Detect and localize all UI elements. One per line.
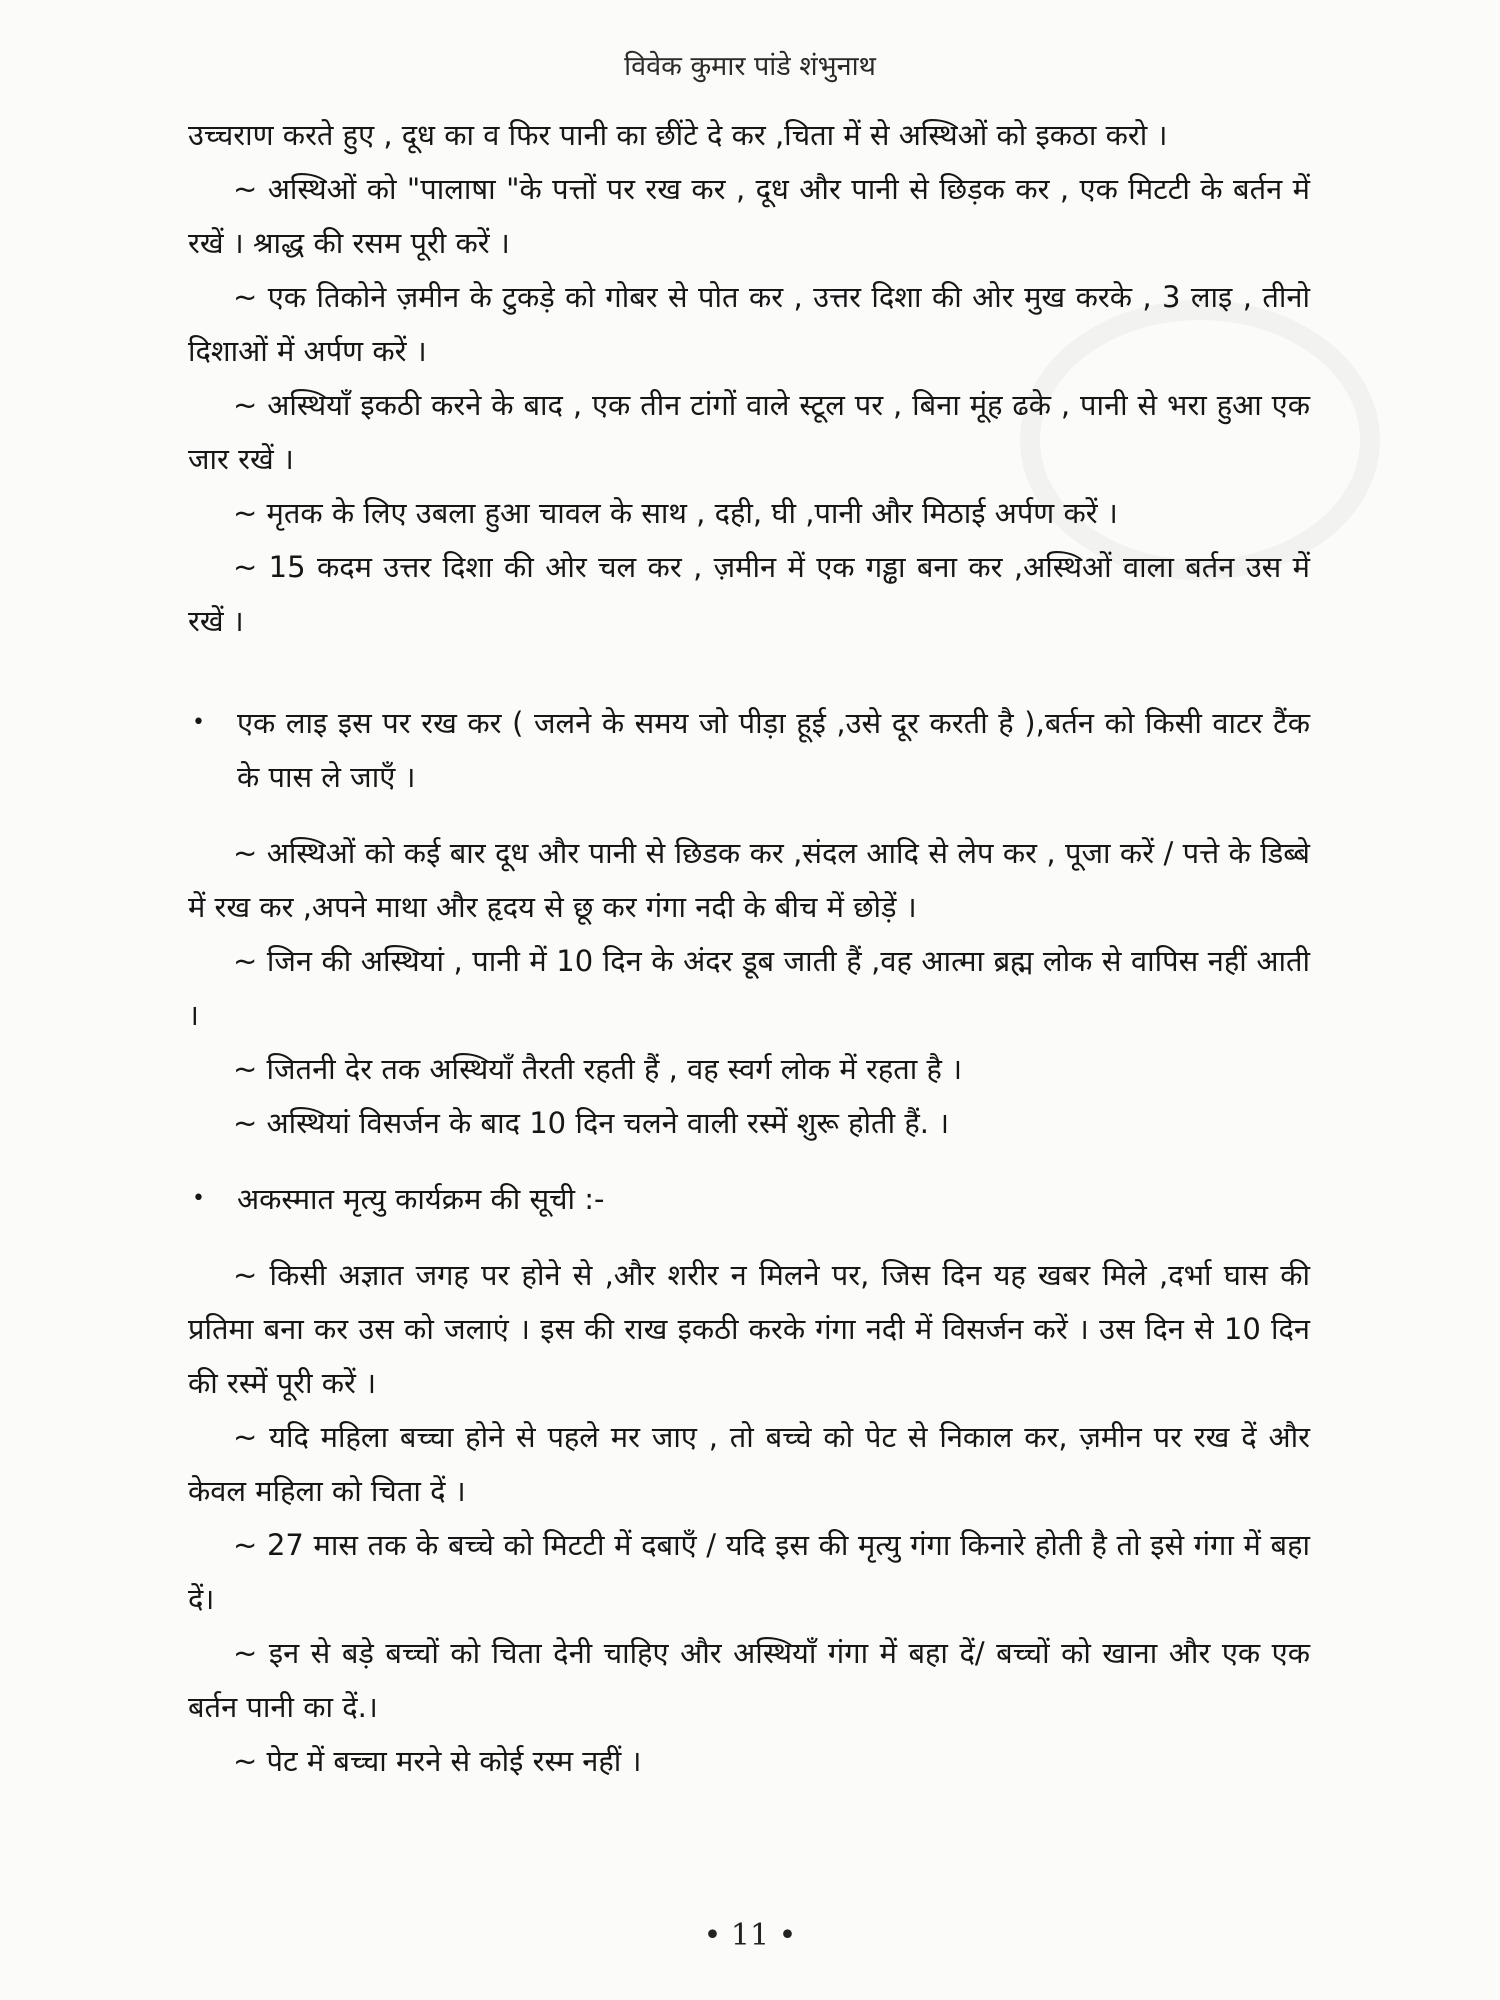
paragraph: ~ अस्थियां विसर्जन के बाद 10 दिन चलने वाली रस्में शुरू होती हैं. । [233, 1106, 950, 1140]
running-header: विवेक कुमार पांडे शंभुनाथ [624, 51, 876, 82]
body-text [188, 108, 1310, 1788]
paragraph: ~ 27 मास तक के बच्चे को मिटटी में दबाएँ / यदि इस की मृत्यु गंगा किनारे होती है तो इसे गंगा में बहा दें। [188, 1528, 1310, 1616]
paragraph: ~ पेट में बच्चा मरने से कोई रस्म नहीं । [233, 1744, 642, 1778]
bullet-item [188, 696, 1310, 804]
paragraph: ~ किसी अज्ञात जगह पर होने से ,और शरीर न मिलने पर, जिस दिन यह खबर मिले ,दर्भा घास की प्रतिमा बना कर उस को जलाएं । इस की राख इकठी करके गंगा नदी में विसर्जन करें । उस दिन से 10 दिन की रस्में पूरी करें । [188, 1258, 1310, 1400]
bullet-icon: • [192, 1186, 205, 1211]
bullet-item [188, 1172, 1310, 1226]
paragraph: ~ यदि महिला बच्चा होने से पहले मर जाए , तो बच्चे को पेट से निकाल कर, ज़मीन पर रख दें और केवल महिला को चिता दें । [188, 1420, 1310, 1508]
paragraph: ~ 15 कदम उत्तर दिशा की ओर चल कर , ज़मीन में एक गड्ढा बना कर ,अस्थिओं वाला बर्तन उस में रखें । [188, 550, 1310, 638]
paragraph: ~ इन से बड़े बच्चों को चिता देनी चाहिए और अस्थियाँ गंगा में बहा दें/ बच्चों को खाना और एक एक बर्तन पानी का दें.। [188, 1636, 1310, 1724]
paragraph: उच्चराण करते हुए , दूध का व फिर पानी का छींटे दे कर ,चिता में से अस्थिओं को इकठा करो । [188, 118, 1168, 152]
paragraph: ~ अस्थिओं को "पालाषा "के पत्तों पर रख कर , दूध और पानी से छिड़क कर , एक मिटटी के बर्तन में रखें । श्राद्ध की रसम पूरी करें । [188, 172, 1310, 260]
paragraph: ~ अस्थिओं को कई बार दूध और पानी से छिडक कर ,संदल आदि से लेप कर , पूजा करें / पत्ते के डिब्बे में रख कर ,अपने माथा और हृदय से छू कर गंगा नदी के बीच में छोड़ें । [188, 836, 1310, 924]
paragraph: ~ जितनी देर तक अस्थियाँ तैरती रहती हैं , वह स्वर्ग लोक में रहता है । [233, 1052, 963, 1086]
paragraph: ~ एक तिकोने ज़मीन के टुकड़े को गोबर से पोत कर , उत्तर दिशा की ओर मुख करके , 3 लाइ , तीनो दिशाओं में अर्पण करें । [188, 280, 1310, 368]
bullet-icon: • [192, 710, 205, 735]
paragraph: ~ जिन की अस्थियां , पानी में 10 दिन के अंदर डूब जाती हैं ,वह आत्मा ब्रह्म लोक से वापिस नहीं आती । [188, 944, 1310, 1032]
paragraph: ~ मृतक के लिए उबला हुआ चावल के साथ , दही, घी ,पानी और मिठाई अर्पण करें । [233, 496, 1118, 530]
page-number: • 11 • [703, 1918, 797, 1953]
bullet-text: एक लाइ इस पर रख कर ( जलने के समय जो पीड़ा हूई ,उसे दूर करती है ),बर्तन को किसी वाटर टैंक के पास ले जाएँ । [237, 706, 1310, 794]
paragraph: ~ अस्थियाँ इकठी करने के बाद , एक तीन टांगों वाले स्टूल पर , बिना मूंह ढके , पानी से भरा हुआ एक जार रखें । [188, 388, 1310, 476]
bullet-text: अकस्मात मृत्यु कार्यक्रम की सूची :- [237, 1182, 605, 1216]
